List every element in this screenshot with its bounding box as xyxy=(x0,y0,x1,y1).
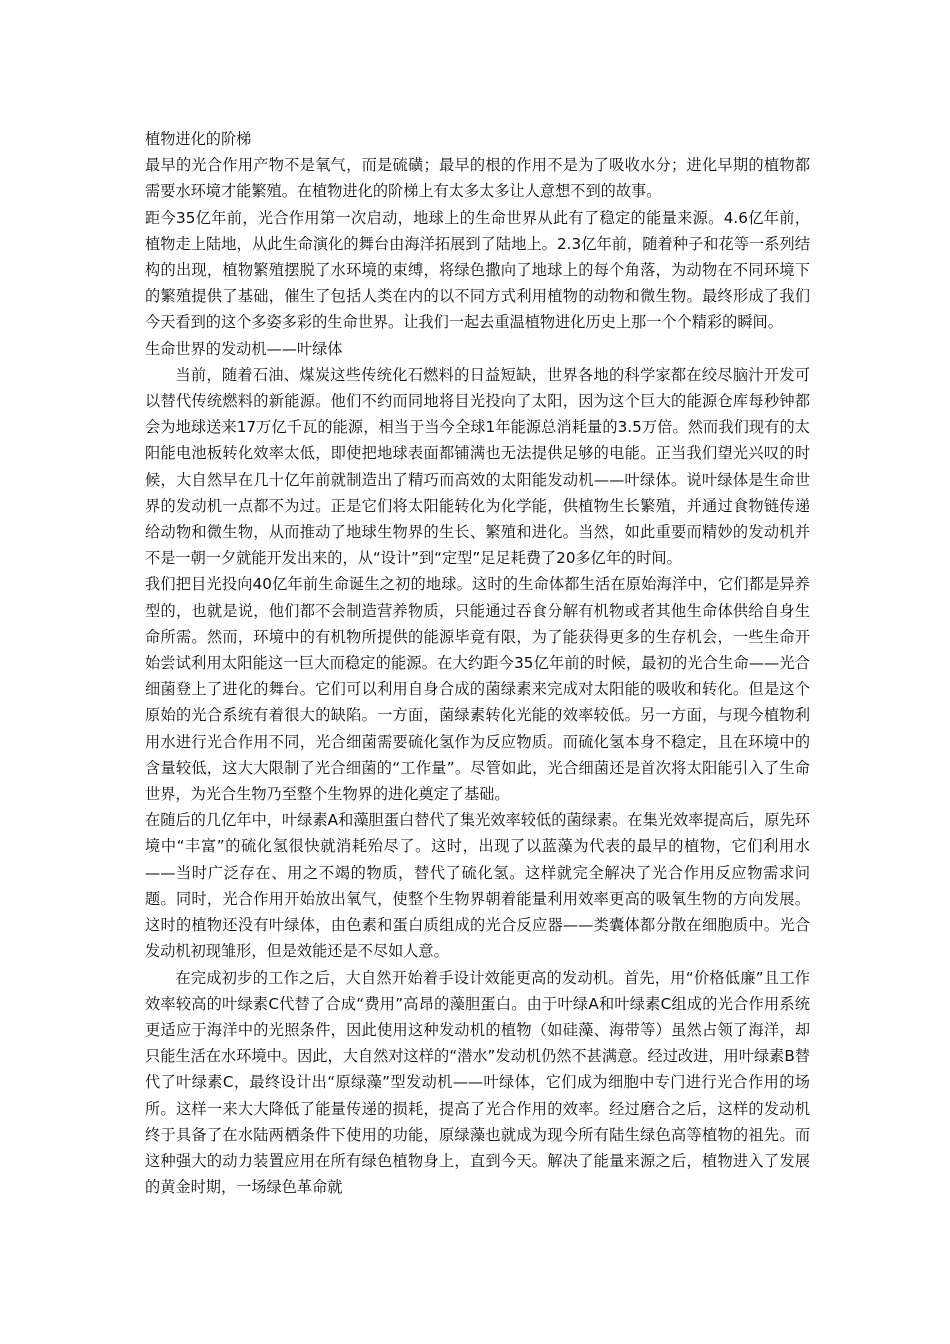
section-heading: 生命世界的发动机——叶绿体 xyxy=(145,339,343,358)
intro-paragraph: 最早的光合作用产物不是氧气，而是硫磺；最早的根的作用不是为了吸收水分；进化早期的植物都需要水环境才能繁殖。在植物进化的阶梯上有太多太多让人意想不到的故事。 xyxy=(145,156,810,201)
document-title: 植物进化的阶梯 xyxy=(145,130,252,148)
body-paragraph-4: 在完成初步的工作之后，大自然开始着手设计效能更高的发动机。首先，用“价格低廉”且工作效率较高的叶绿素C代替了合成“费用”高昂的藻胆蛋白。由于叶绿A和叶绿素C组成的光合作用系统更适应于海洋中的光照条件，因此使用这种发动机的植物（如硅藻、海带等）虽然占领了海洋，却只能生活在水环境中。因此，大自然对这样的“潜水”发动机仍然不甚满意。经过改进，用叶绿素B替代了叶绿素C，最终设计出“原绿藻”型发动机——叶绿体，它们成为细胞中专门进行光合作用的场所。这样一来大大降低了能量传递的损耗，提高了光合作用的效率。经过磨合之后，这样的发动机终于具备了在水陆两栖条件下使用的功能，原绿藻也就成为现今所有陆生绿色高等植物的祖先。而这种强大的动力装置应用在所有绿色植物身上，直到今天。解决了能量来源之后，植物进入了发展的黄金时期，一场绿色革命就 xyxy=(145,968,810,1197)
body-paragraph-2: 我们把目光投向40亿年前生命诞生之初的地球。这时的生命体都生活在原始海洋中，它们都是异养型的，也就是说，他们都不会制造营养物质，只能通过吞食分解有机物或者其他生命体供给自身生命所需。然而，环境中的有机物所提供的能源毕竟有限，为了能获得更多的生存机会，一些生命开始尝试利用太阳能这一巨大而稳定的能源。在大约距今35亿年前的时候，最初的光合生命——光合细菌登上了进化的舞台。它们可以利用自身合成的菌绿素来完成对太阳能的吸收和转化。但是这个原始的光合系统有着很大的缺陷。一方面，菌绿素转化光能的效率较低。另一方面，与现今植物利用水进行光合作用不同，光合细菌需要硫化氢作为反应物质。而硫化氢本身不稳定，且在环境中的含量较低，这大大限制了光合细菌的“工作量”。尽管如此，光合细菌还是首次将太阳能引入了生命世界，为光合生物乃至整个生物界的进化奠定了基础。 xyxy=(145,575,810,804)
overview-paragraph: 距今35亿年前，光合作用第一次启动，地球上的生命世界从此有了稳定的能量来源。4.6亿年前，植物走上陆地，从此生命演化的舞台由海洋拓展到了陆地上。2.3亿年前，随着种子和花等一系列结构的出现，植物繁殖摆脱了水环境的束缚，将绿色撒向了地球上的每个角落，为动物在不同环境下的繁殖提供了基础，催生了包括人类在内的以不同方式利用植物的动物和微生物。最终形成了我们今天看到的这个多姿多彩的生命世界。让我们一起去重温植物进化历史上那一个个精彩的瞬间。 xyxy=(145,208,810,332)
body-paragraph-3: 在随后的几亿年中，叶绿素A和藻胆蛋白替代了集光效率较低的菌绿素。在集光效率提高后，原先环境中“丰富”的硫化氢很快就消耗殆尽了。这时，出现了以蓝藻为代表的最早的植物，它们利用水——当时广泛存在、用之不竭的物质，替代了硫化氢。这样就完全解决了光合作用反应物需求问题。同时，光合作用开始放出氧气，使整个生物界朝着能量利用效率更高的吸氧生物的方向发展。这时的植物还没有叶绿体，由色素和蛋白质组成的光合反应器——类囊体都分散在细胞质中。光合发动机初现雏形，但是效能还是不尽如人意。 xyxy=(145,811,810,961)
document-page xyxy=(145,126,810,1200)
body-paragraph-1: 当前，随着石油、煤炭这些传统化石燃料的日益短缺，世界各地的科学家都在绞尽脑汁开发可以替代传统燃料的新能源。他们不约而同地将目光投向了太阳，因为这个巨大的能源仓库每秒钟都会为地球送来17万亿千瓦的能源，相当于当今全球1年能源总消耗量的3.5万倍。然而我们现有的太阳能电池板转化效率太低，即使把地球表面都铺满也无法提供足够的电能。正当我们望光兴叹的时候，大自然早在几十亿年前就制造出了精巧而高效的太阳能发动机——叶绿体。说叶绿体是生命世界的发动机一点都不为过。正是它们将太阳能转化为化学能，供植物生长繁殖，并通过食物链传递给动物和微生物，从而推动了地球生物界的生长、繁殖和进化。当然，如此重要而精妙的发动机并不是一朝一夕就能开发出来的，从“设计”到“定型”足足耗费了20多亿年的时间。 xyxy=(145,365,810,568)
